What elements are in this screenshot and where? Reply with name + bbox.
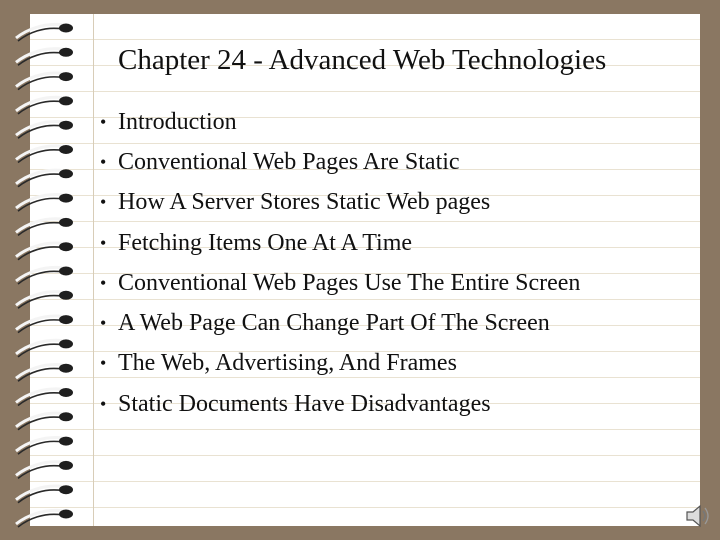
binding-ring: [16, 96, 73, 114]
binding-ring: [16, 412, 73, 430]
bullet-item: [100, 183, 580, 223]
bullet-dot: •: [100, 272, 107, 293]
binding-ring: [16, 169, 73, 187]
binding-ring: [16, 121, 73, 139]
binding-ring: [16, 72, 73, 90]
bullet-text: Static Documents Have Disadvantages: [118, 390, 491, 417]
bullet-dot: •: [100, 111, 107, 132]
bullet-dot: •: [100, 151, 107, 172]
bullet-dot: •: [100, 232, 107, 253]
bullet-text: Fetching Items One At A Time: [118, 229, 413, 256]
bullet-item: [100, 384, 580, 424]
binding-ring: [16, 267, 73, 285]
binding-ring: [16, 437, 73, 455]
bullet-dot: •: [100, 313, 107, 334]
binding-ring: [16, 194, 73, 212]
bullet-list: [100, 102, 580, 424]
bullet-item: [100, 303, 580, 343]
bullet-dot: •: [100, 192, 107, 213]
binding-ring: [16, 48, 73, 66]
spiral-binding-icon: [0, 0, 90, 540]
binding-ring: [16, 461, 73, 479]
binding-ring: [16, 364, 73, 382]
binding-ring: [16, 315, 73, 333]
binding-ring: [16, 339, 73, 357]
bullet-text: Conventional Web Pages Use The Entire Screen: [118, 269, 581, 296]
bullet-text: Conventional Web Pages Are Static: [118, 148, 460, 175]
bullet-item: [100, 142, 580, 182]
binding-ring: [16, 218, 73, 236]
binding-ring: [16, 510, 73, 528]
bullet-dot: •: [100, 353, 107, 374]
bullet-text: The Web, Advertising, And Frames: [118, 350, 457, 377]
bullet-item: [100, 344, 580, 384]
bullet-text: A Web Page Can Change Part Of The Screen: [118, 310, 550, 337]
binding-ring: [16, 242, 73, 260]
binding-ring: [16, 145, 73, 163]
binding-ring: [16, 24, 73, 42]
binding-ring: [16, 485, 73, 503]
speaker-icon[interactable]: [684, 502, 710, 530]
binding-ring: [16, 291, 73, 309]
binding-ring: [16, 388, 73, 406]
bullet-item: [100, 102, 580, 142]
bullet-text: Introduction: [118, 108, 237, 135]
slide-title: Chapter 24 - Advanced Web Technologies: [118, 44, 607, 76]
bullet-text: How A Server Stores Static Web pages: [118, 189, 491, 216]
bullet-dot: •: [100, 393, 107, 414]
bullet-item: [100, 223, 580, 263]
bullet-item: [100, 263, 580, 303]
margin-line: [93, 14, 94, 526]
